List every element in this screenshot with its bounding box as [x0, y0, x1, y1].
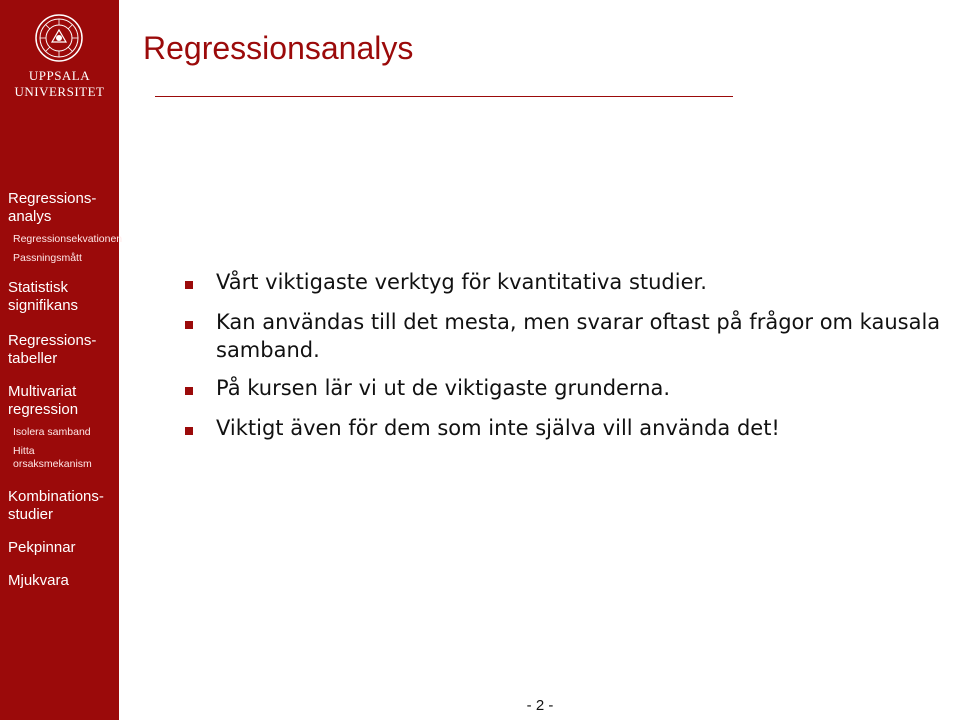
- nav-item-passningsmatt[interactable]: Passningsmått: [13, 252, 82, 264]
- nav-item-isolera-samband[interactable]: Isolera samband: [13, 426, 91, 438]
- logo-text-line1: UPPSALA: [28, 68, 91, 83]
- square-bullet-icon: [185, 321, 193, 329]
- nav-item-regressionsekvationen[interactable]: Regressionsekvationen: [13, 233, 123, 245]
- nav-section-mjukvara[interactable]: Mjukvara: [8, 572, 69, 589]
- square-bullet-icon: [185, 387, 193, 395]
- bullet-text: Kan användas till det mesta, men svarar oftast på frågor om kausala samband.: [216, 310, 941, 362]
- nav-section-statistisk-signifikans[interactable]: Statistisk signifikans: [8, 279, 79, 314]
- list-item: [183, 268, 943, 296]
- nav-section-multivariat-regression[interactable]: Multivariat regression: [8, 383, 79, 418]
- square-bullet-icon: [185, 281, 193, 289]
- nav-item-hitta-orsaksmekanism[interactable]: Hitta orsaksmekanism: [13, 445, 92, 470]
- slide-title: Regressionsanalys: [143, 30, 414, 66]
- bullet-text: Vårt viktigaste verktyg för kvantitativa studier.: [216, 270, 707, 294]
- logo-text-line2: UNIVERSITET: [14, 84, 105, 99]
- list-item: [183, 414, 943, 442]
- title-divider: [155, 96, 733, 97]
- bullet-text: På kursen lär vi ut de viktigaste grunderna.: [216, 376, 671, 400]
- square-bullet-icon: [185, 427, 193, 435]
- nav-section-regressionstabeller[interactable]: Regressions- tabeller: [8, 332, 97, 367]
- list-item: [183, 374, 943, 402]
- bullet-text: Viktigt även för dem som inte själva vill använda det!: [216, 416, 780, 440]
- nav-section-pekpinnar[interactable]: Pekpinnar: [8, 539, 76, 556]
- university-logo: [0, 0, 119, 110]
- nav-section-regressionsanalys[interactable]: Regressions- analys: [8, 190, 97, 225]
- page-number: - 2 -: [526, 697, 554, 714]
- list-item: [183, 308, 943, 364]
- sidebar: [0, 0, 123, 720]
- university-seal-icon: [35, 14, 83, 62]
- nav-section-kombinationsstudier[interactable]: Kombinations- studier: [8, 488, 104, 523]
- bullet-list: [183, 268, 943, 454]
